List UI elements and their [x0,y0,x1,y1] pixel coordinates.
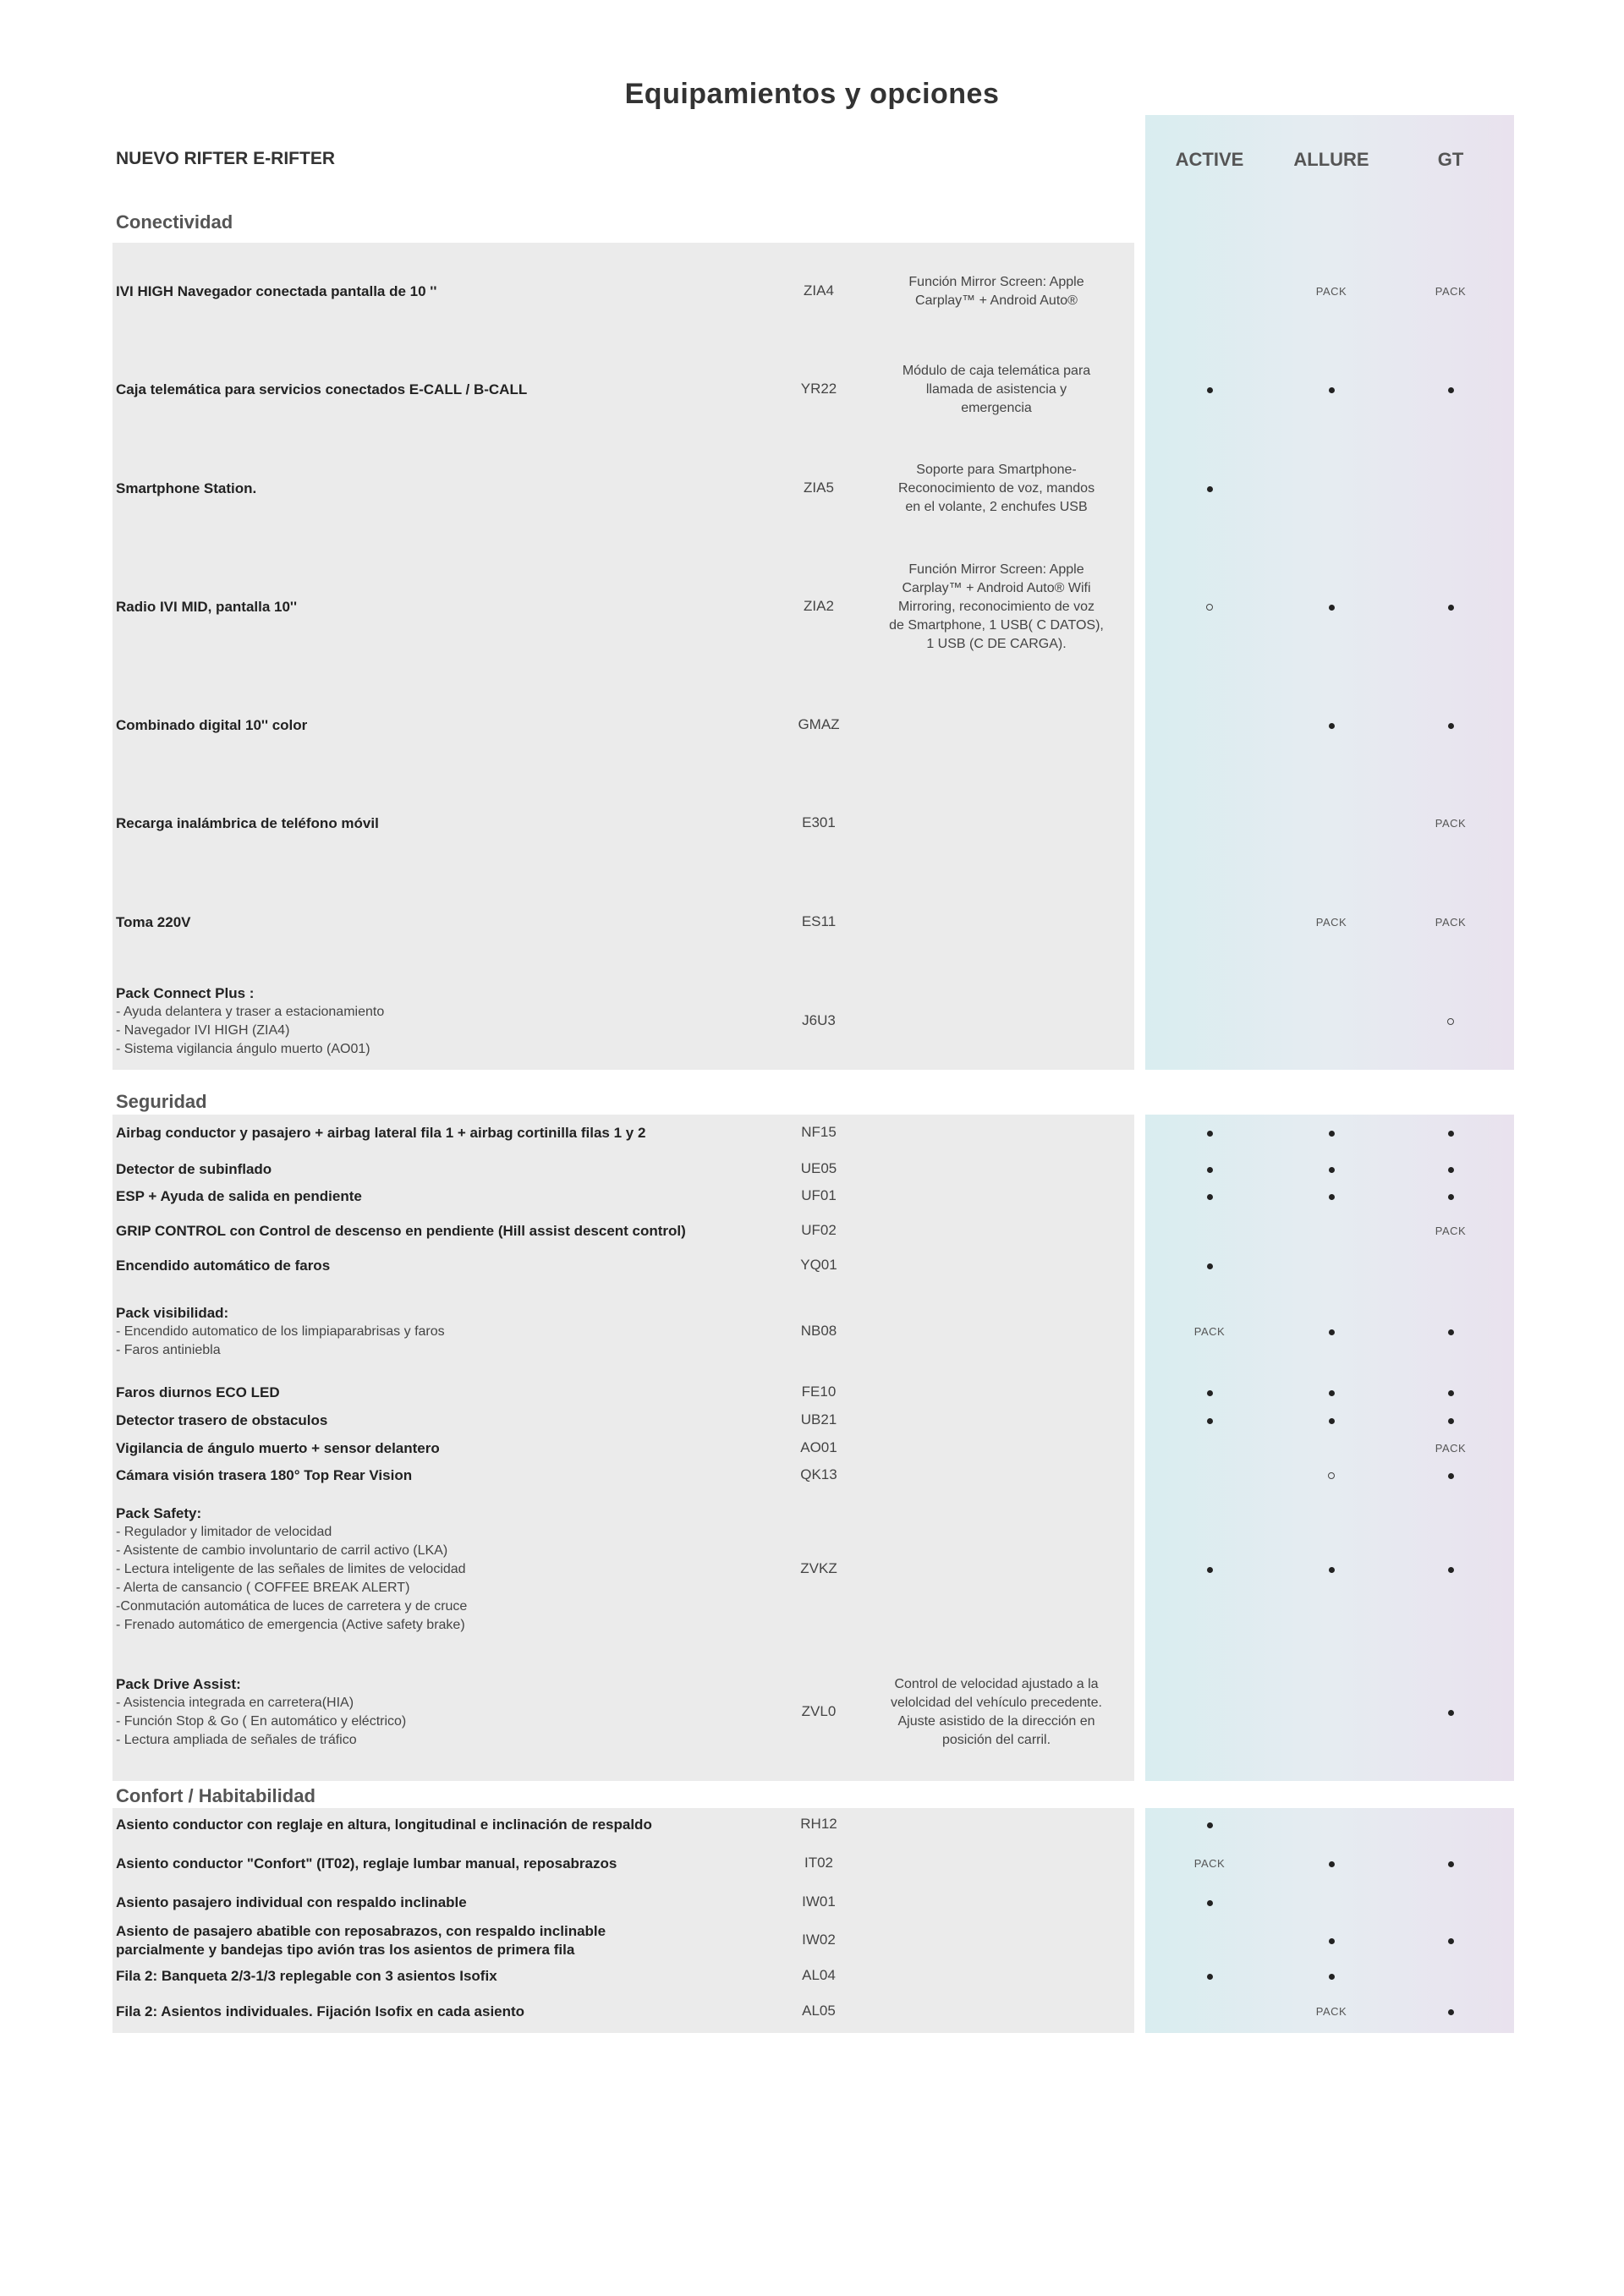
availability-active [1150,1384,1269,1402]
feature-detail: - Función Stop & Go ( En automático y eléctrico) [116,1714,407,1729]
option-code: AO01 [800,1439,837,1455]
standard-dot-icon [1329,605,1335,611]
standard-dot-icon [1207,1822,1213,1828]
availability-active [1150,479,1269,498]
feature-label [116,381,793,399]
pack-label: PACK [1315,916,1347,929]
option-code: ES11 [801,913,837,929]
description-line: Soporte para Smartphone- [916,463,1077,477]
standard-dot-icon [1207,1390,1213,1396]
feature-label [116,1411,793,1430]
feature-label [116,598,793,616]
option-code: YR22 [800,381,837,397]
option-code: UF02 [801,1222,837,1238]
feature-label [116,1222,793,1241]
description-line: Módulo de caja telemática para [902,364,1091,378]
standard-dot-icon [1448,1131,1454,1137]
option-description [861,362,1132,418]
availability-allure [1272,1323,1391,1341]
option-code: IT02 [804,1855,834,1871]
standard-dot-icon [1329,1131,1335,1137]
availability-active [1150,1187,1269,1206]
standard-dot-icon [1207,387,1213,393]
feature-detail: - Navegador IVI HIGH (ZIA4) [116,1023,290,1038]
availability-gt [1391,282,1510,301]
feature-detail: - Frenado automático de emergencia (Active safety brake) [116,1618,465,1632]
option-description [861,561,1132,654]
option-circle-icon [1447,1018,1454,1025]
availability-gt [1391,1932,1510,1950]
standard-dot-icon [1448,1418,1454,1424]
pack-label: PACK [1435,1225,1467,1237]
section-gap [1145,1070,1514,1115]
feature-name: Pack visibilidad: [116,1305,229,1321]
feature-label [116,984,793,1059]
feature-name: Recarga inalámbrica de teléfono móvil [116,815,379,831]
feature-detail: - Faros antiniebla [116,1343,221,1357]
feature-detail: - Ayuda delantera y traser a estacionamiento [116,1005,385,1019]
feature-label [116,479,793,498]
availability-gt [1391,1323,1510,1341]
standard-dot-icon [1329,1418,1335,1424]
feature-name: Asiento conductor con reglaje en altura, longitudinal e inclinación de respaldo [116,1817,652,1833]
availability-allure [1272,1932,1391,1950]
description-line: Carplay™ + Android Auto® [915,293,1078,308]
availability-allure [1272,1466,1391,1485]
pack-label: PACK [1435,817,1467,830]
standard-dot-icon [1448,723,1454,729]
option-description [861,273,1132,310]
section-title: Seguridad [116,1091,207,1112]
pack-label: PACK [1315,285,1347,298]
feature-name: Vigilancia de ángulo muerto + sensor delantero [116,1440,440,1456]
option-code: YQ01 [800,1257,837,1273]
availability-gt [1391,1160,1510,1179]
feature-name: Detector de subinflado [116,1161,272,1177]
standard-dot-icon [1329,1938,1335,1944]
availability-gt [1391,381,1510,399]
availability-allure [1272,2003,1391,2021]
availability-allure [1272,1560,1391,1579]
feature-label [116,913,793,932]
feature-name: Radio IVI MID, pantalla 10'' [116,599,298,615]
option-code: ZIA2 [804,598,834,614]
feature-label [116,1922,793,1959]
standard-dot-icon [1329,1390,1335,1396]
option-code: E301 [802,814,836,830]
availability-active [1150,1893,1269,1912]
standard-dot-icon [1448,1329,1454,1335]
pack-label: PACK [1193,1857,1226,1870]
feature-name: Pack Drive Assist: [116,1676,241,1692]
feature-name: Toma 220V [116,914,191,930]
availability-allure [1272,716,1391,735]
section-gap [1145,1781,1514,1808]
option-code: J6U3 [802,1012,836,1028]
standard-dot-icon [1207,1900,1213,1906]
feature-name: Faros diurnos ECO LED [116,1384,280,1400]
option-code: ZIA4 [804,282,834,299]
availability-active [1150,1855,1269,1873]
feature-name: Asiento pasajero individual con respaldo inclinable [116,1894,467,1910]
description-line: Carplay™ + Android Auto® Wifi [902,581,1091,595]
availability-gt [1391,814,1510,833]
feature-label [116,1304,793,1360]
option-code: FE10 [801,1384,837,1400]
option-code: ZVL0 [801,1703,837,1719]
feature-label [116,1384,793,1402]
feature-label [116,1466,793,1485]
feature-name: Fila 2: Asientos individuales. Fijación Isofix en cada asiento [116,2003,525,2019]
standard-dot-icon [1207,1131,1213,1137]
feature-label [116,1160,793,1179]
feature-name: Cámara visión trasera 180° Top Rear Vision [116,1467,413,1483]
option-code: IW02 [802,1932,836,1948]
option-circle-icon [1206,604,1213,611]
description-line: 1 USB (C DE CARGA). [926,637,1067,651]
pack-label: PACK [1315,2005,1347,2018]
availability-active [1150,1560,1269,1579]
standard-dot-icon [1448,1710,1454,1716]
availability-allure [1272,1384,1391,1402]
availability-active [1150,381,1269,399]
availability-allure [1272,282,1391,301]
pack-label: PACK [1193,1325,1226,1338]
availability-gt [1391,1012,1510,1031]
trim-header-active: ACTIVE [1175,149,1244,170]
feature-detail: parcialmente y bandejas tipo avión tras los asientos de primera fila [116,1942,575,1958]
feature-name: Asiento conductor "Confort" (IT02), reglaje lumbar manual, reposabrazos [116,1855,617,1871]
feature-detail: - Lectura inteligente de las señales de limites de velocidad [116,1562,466,1576]
option-code: ZVKZ [800,1560,837,1576]
feature-name: Pack Connect Plus : [116,985,255,1001]
description-line: Mirroring, reconocimiento de voz [897,600,1095,614]
option-code: ZIA5 [804,479,834,496]
availability-allure [1272,1411,1391,1430]
standard-dot-icon [1329,723,1335,729]
availability-gt [1391,598,1510,616]
standard-dot-icon [1448,2009,1454,2015]
availability-gt [1391,1384,1510,1402]
feature-name: ESP + Ayuda de salida en pendiente [116,1188,362,1204]
section-title: Conectividad [116,211,233,233]
standard-dot-icon [1329,1974,1335,1980]
availability-allure [1272,1124,1391,1143]
feature-detail: - Encendido automatico de los limpiaparabrisas y faros [116,1324,445,1339]
availability-active [1150,1967,1269,1986]
availability-active [1150,1160,1269,1179]
availability-gt [1391,1439,1510,1458]
standard-dot-icon [1329,387,1335,393]
standard-dot-icon [1448,1861,1454,1867]
feature-name: IVI HIGH Navegador conectada pantalla de 10 '' [116,283,437,299]
availability-gt [1391,1703,1510,1722]
option-description [861,1675,1132,1750]
standard-dot-icon [1329,1194,1335,1200]
availability-gt [1391,2003,1510,2021]
description-line: Control de velocidad ajustado a la [894,1677,1099,1691]
feature-label [116,716,793,735]
feature-name: Encendido automático de faros [116,1258,331,1274]
standard-dot-icon [1448,1567,1454,1573]
feature-detail: - Sistema vigilancia ángulo muerto (AO01) [116,1042,370,1056]
feature-detail: -Conmutación automática de luces de carretera y de cruce [116,1599,468,1614]
description-line: posición del carril. [941,1733,1051,1747]
feature-name: Fila 2: Banqueta 2/3-1/3 replegable con 3 asientos Isofix [116,1968,497,1984]
availability-allure [1272,381,1391,399]
model-title: NUEVO RIFTER E-RIFTER [116,149,336,168]
standard-dot-icon [1448,1167,1454,1173]
feature-label [116,1893,793,1912]
availability-gt [1391,913,1510,932]
standard-dot-icon [1448,1938,1454,1944]
description-line: llamada de asistencia y [925,382,1067,397]
standard-dot-icon [1448,1473,1454,1479]
section-background [112,1808,1134,2033]
pack-label: PACK [1435,285,1467,298]
feature-label [116,1187,793,1206]
standard-dot-icon [1329,1167,1335,1173]
feature-name: Airbag conductor y pasajero + airbag lateral fila 1 + airbag cortinilla filas 1 y 2 [116,1125,646,1141]
section-title: Confort / Habitabilidad [116,1785,315,1806]
standard-dot-icon [1448,387,1454,393]
feature-name: Detector trasero de obstaculos [116,1412,328,1428]
option-code: RH12 [800,1816,837,1832]
option-code: UE05 [800,1160,837,1176]
standard-dot-icon [1329,1861,1335,1867]
feature-name: Caja telemática para servicios conectados E-CALL / B-CALL [116,381,528,397]
availability-gt [1391,716,1510,735]
pack-label: PACK [1435,1442,1467,1455]
description-line: emergencia [961,401,1032,415]
option-circle-icon [1328,1472,1335,1479]
description-line: Reconocimiento de voz, mandos [897,481,1095,496]
feature-label [116,282,793,301]
availability-gt [1391,1124,1510,1143]
description-line: de Smartphone, 1 USB( C DATOS), [889,618,1104,633]
description-line: Función Mirror Screen: Apple [908,275,1084,289]
feature-detail: - Asistencia integrada en carretera(HIA) [116,1696,354,1710]
availability-active [1150,1411,1269,1430]
availability-allure [1272,913,1391,932]
feature-label [116,1675,793,1750]
feature-detail: - Asistente de cambio involuntario de carril activo (LKA) [116,1543,448,1558]
availability-active [1150,1816,1269,1834]
option-code: NB08 [800,1323,837,1339]
feature-name: Asiento de pasajero abatible con reposabrazos, con respaldo inclinable [116,1923,606,1939]
availability-active [1150,598,1269,616]
description-line: en el volante, 2 enchufes USB [905,500,1088,514]
availability-allure [1272,1187,1391,1206]
standard-dot-icon [1207,1167,1213,1173]
feature-name: Combinado digital 10'' color [116,717,308,733]
description-line: velolcidad del vehículo precedente. [891,1696,1102,1710]
availability-active [1150,1124,1269,1143]
availability-gt [1391,1466,1510,1485]
availability-allure [1272,1967,1391,1986]
feature-name: Pack Safety: [116,1505,202,1521]
availability-gt [1391,1855,1510,1873]
page-title: Equipamientos y opciones [624,78,1000,110]
option-code: UB21 [800,1411,837,1427]
feature-detail: - Regulador y limitador de velocidad [116,1525,332,1539]
availability-allure [1272,1160,1391,1179]
trim-header-allure: ALLURE [1293,149,1369,170]
availability-active [1150,1323,1269,1341]
option-code: NF15 [801,1124,837,1140]
option-description [861,461,1132,517]
feature-detail: - Lectura ampliada de señales de tráfico [116,1733,357,1747]
description-line: Función Mirror Screen: Apple [908,562,1084,577]
standard-dot-icon [1207,1418,1213,1424]
option-code: UF01 [801,1187,837,1203]
standard-dot-icon [1207,1974,1213,1980]
availability-gt [1391,1560,1510,1579]
availability-allure [1272,598,1391,616]
standard-dot-icon [1448,1390,1454,1396]
feature-label [116,1504,793,1635]
feature-name: Smartphone Station. [116,480,257,496]
feature-label [116,814,793,833]
feature-label [116,1124,793,1143]
option-code: QK13 [800,1466,837,1482]
standard-dot-icon [1448,1194,1454,1200]
feature-label [116,1257,793,1275]
availability-allure [1272,1855,1391,1873]
standard-dot-icon [1329,1329,1335,1335]
feature-detail: - Alerta de cansancio ( COFFEE BREAK ALERT) [116,1581,410,1595]
availability-gt [1391,1187,1510,1206]
option-code: AL04 [802,1967,836,1983]
feature-name: GRIP CONTROL con Control de descenso en pendiente (Hill assist descent control) [116,1223,686,1239]
feature-label [116,1816,793,1834]
feature-label [116,1439,793,1458]
option-code: GMAZ [798,716,840,732]
option-code: IW01 [802,1893,836,1910]
availability-active [1150,1257,1269,1275]
feature-label [116,1855,793,1873]
standard-dot-icon [1207,1263,1213,1269]
feature-label [116,2003,793,2021]
standard-dot-icon [1207,486,1213,492]
standard-dot-icon [1207,1567,1213,1573]
availability-gt [1391,1222,1510,1241]
standard-dot-icon [1329,1567,1335,1573]
standard-dot-icon [1448,605,1454,611]
trim-header-gt: GT [1437,149,1464,170]
availability-gt [1391,1411,1510,1430]
standard-dot-icon [1207,1194,1213,1200]
feature-label [116,1967,793,1986]
pack-label: PACK [1435,916,1467,929]
description-line: Ajuste asistido de la dirección en [897,1714,1095,1729]
option-code: AL05 [802,2003,836,2019]
